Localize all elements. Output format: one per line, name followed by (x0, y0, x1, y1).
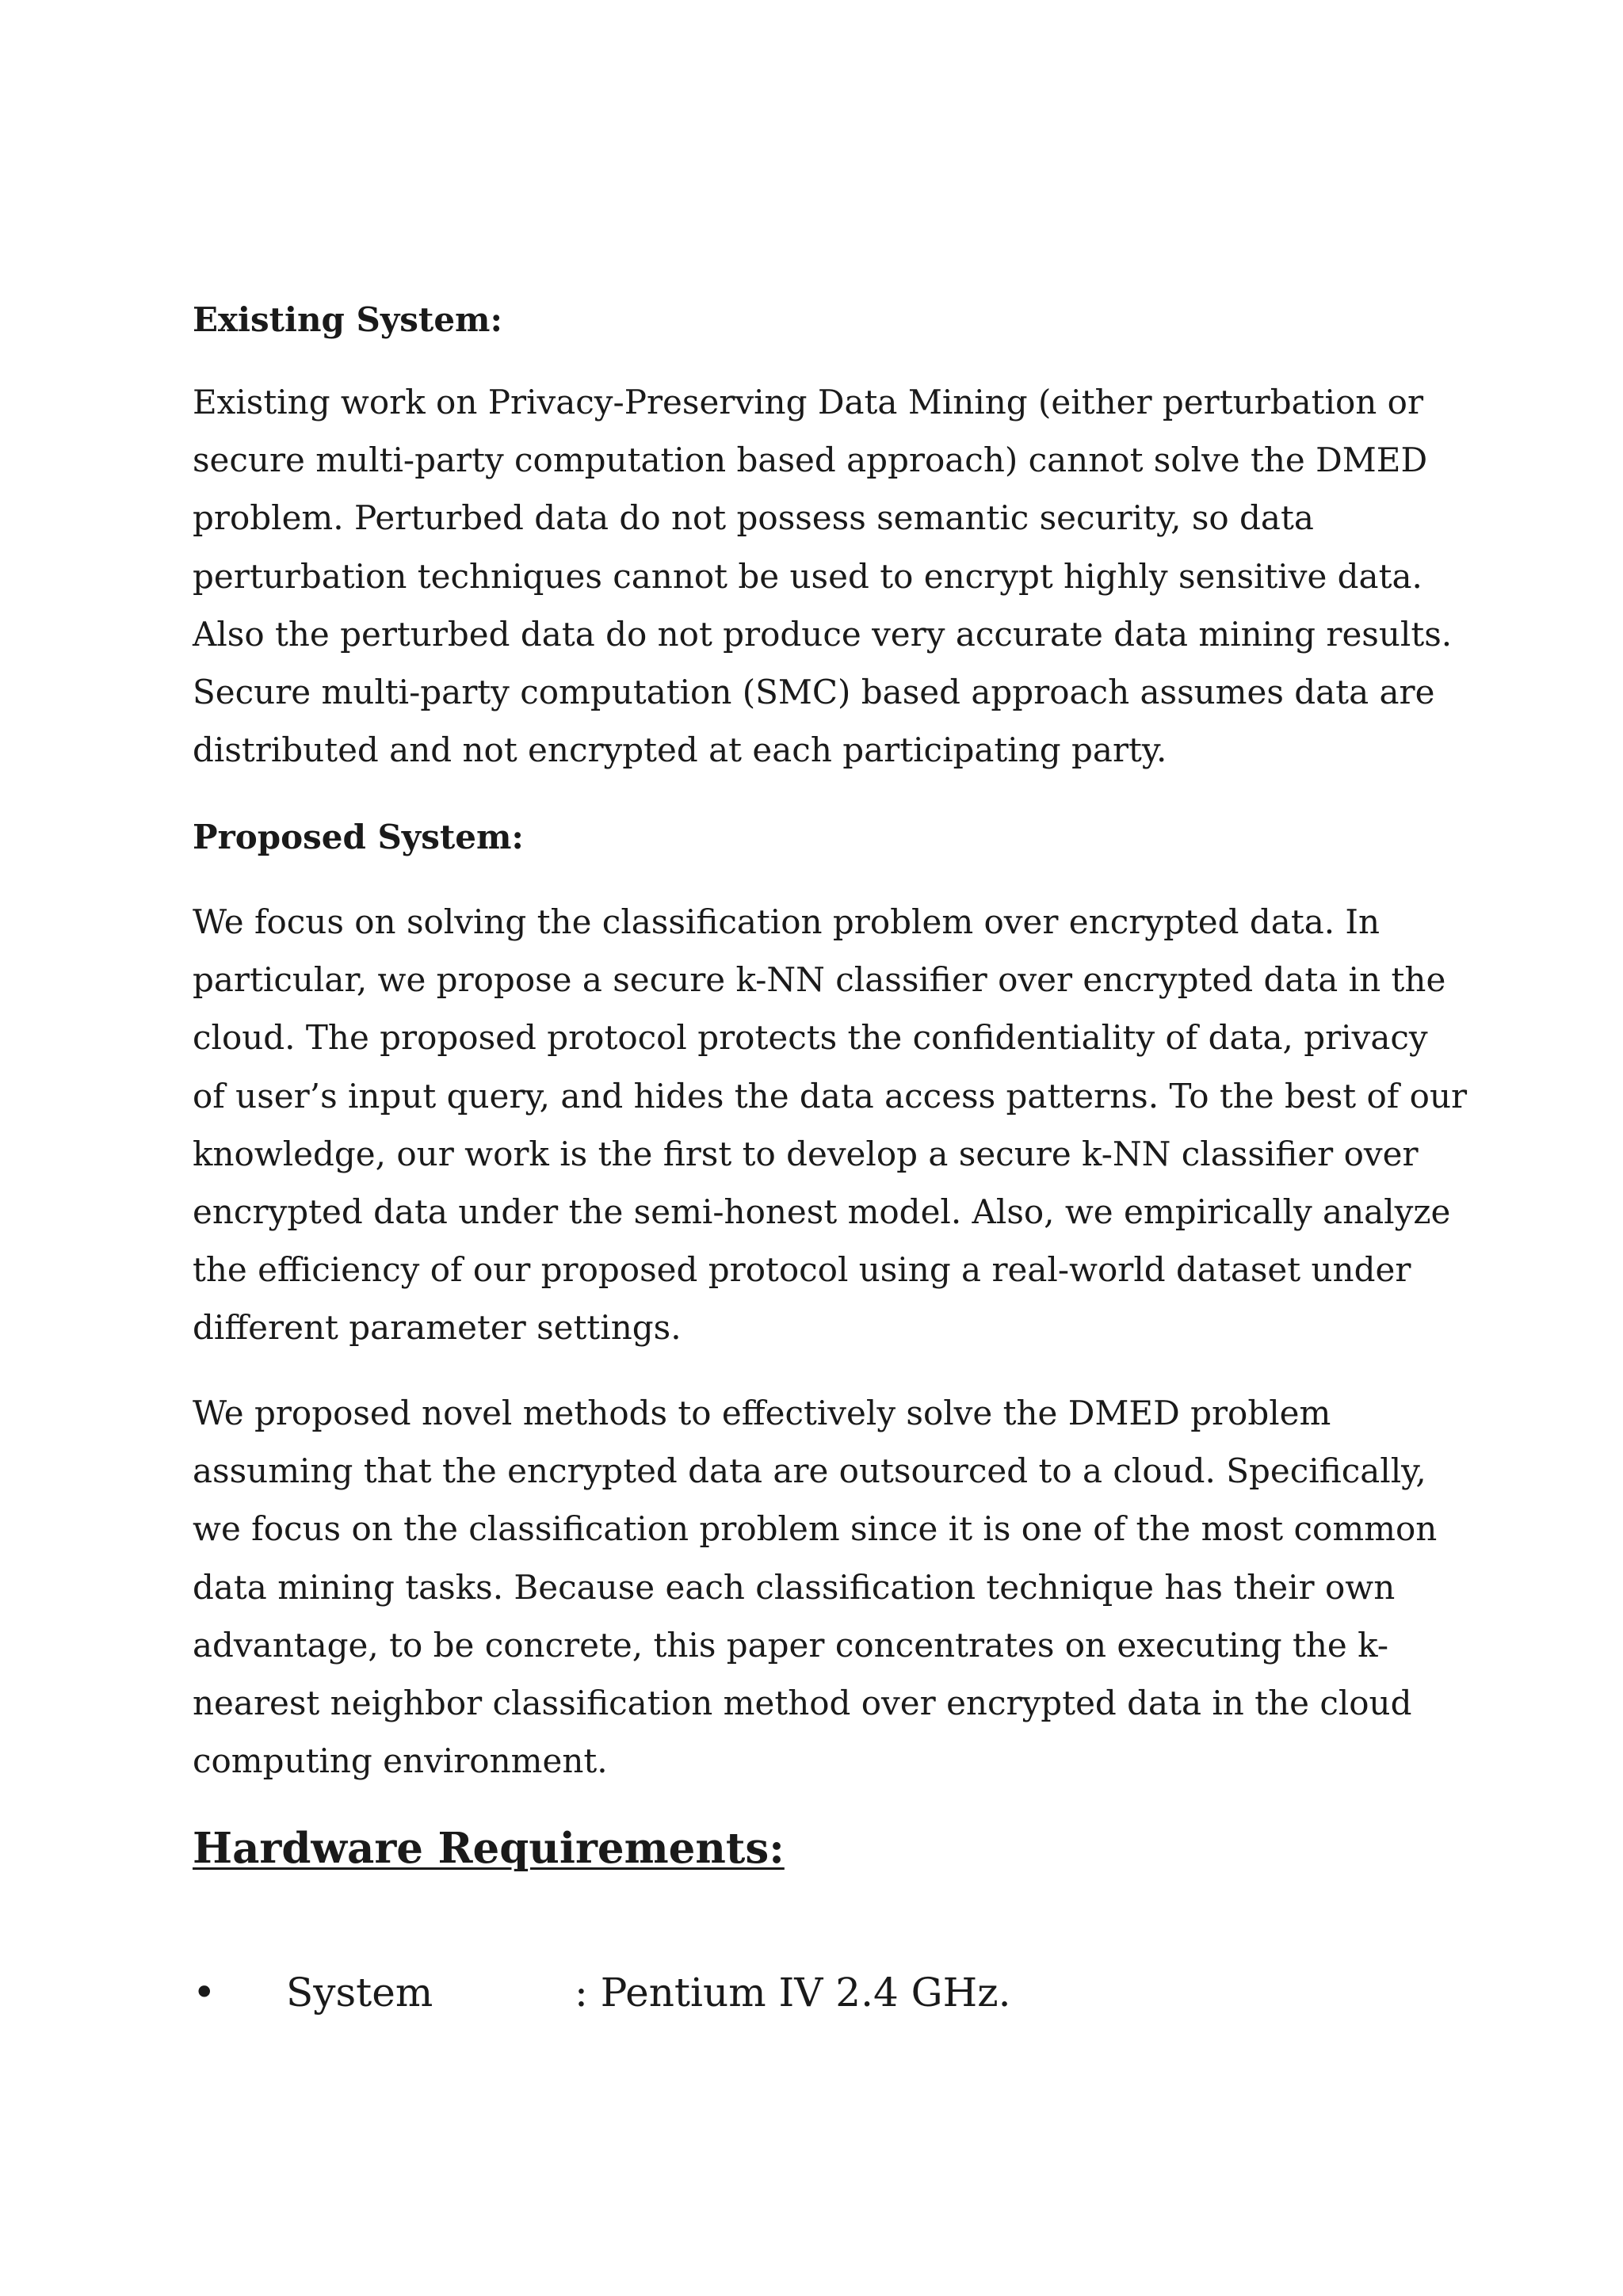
paragraph-line: different parameter settings. (193, 1308, 682, 1348)
paragraph-line: secure multi-party computation based approach) cannot solve the DMED (193, 441, 1428, 480)
paragraph-line: advantage, to be concrete, this paper concentrates on executing the k- (193, 1625, 1389, 1665)
paragraph-line: assuming that the encrypted data are outsourced to a cloud. Specifically, (193, 1451, 1426, 1491)
paragraph-line: Also the perturbed data do not produce very accurate data mining results. (193, 614, 1453, 654)
paragraph-line: We focus on solving the classification problem over encrypted data. In (193, 902, 1381, 941)
paragraph-line: of user’s input query, and hides the data access patterns. To the best of our (193, 1076, 1468, 1116)
paragraph-line: distributed and not encrypted at each participating party. (193, 730, 1167, 770)
paragraph-line: data mining tasks. Because each classification technique has their own (193, 1567, 1396, 1607)
paragraph-line: Existing work on Privacy-Preserving Data Mining (either perturbation or (193, 383, 1424, 421)
paragraph-line: We proposed novel methods to effectively solve the DMED problem (193, 1394, 1331, 1432)
hardware-item-label: System (286, 1970, 433, 2016)
paragraph-line: knowledge, our work is the first to develop a secure k-NN classifier over (193, 1134, 1419, 1173)
existing-system-heading: Existing System: (193, 300, 502, 339)
hardware-item-system (0, 1965, 1623, 2020)
paragraph-line: particular, we propose a secure k-NN classifier over encrypted data in the (193, 960, 1446, 1000)
paragraph-line: the efficiency of our proposed protocol using a real-world dataset under (193, 1250, 1411, 1290)
proposed-system-paragraph-2 (193, 1384, 1492, 1790)
paragraph-line: perturbation techniques cannot be used to encrypt highly sensitive data. (193, 556, 1423, 596)
proposed-system-heading: Proposed System: (193, 818, 524, 856)
paragraph-line: we focus on the classification problem since it is one of the most common (193, 1509, 1438, 1549)
hardware-item-value: : Pentium IV 2.4 GHz. (575, 1970, 1011, 2016)
proposed-system-paragraph-1 (193, 893, 1492, 1357)
paragraph-line: cloud. The proposed protocol protects the confidentiality of data, privacy (193, 1018, 1428, 1058)
hardware-requirements-heading: Hardware Requirements: (193, 1824, 785, 1873)
paragraph-line: computing environment. (193, 1741, 608, 1781)
paragraph-line: encrypted data under the semi-honest model. Also, we empirically analyze (193, 1192, 1451, 1232)
paragraph-line: nearest neighbor classification method over encrypted data in the cloud (193, 1684, 1412, 1723)
paragraph-line: problem. Perturbed data do not possess semantic security, so data (193, 498, 1314, 538)
existing-system-paragraph (193, 373, 1492, 779)
bullet-icon: • (193, 1970, 216, 2016)
paragraph-line: Secure multi-party computation (SMC) based approach assumes data are (193, 673, 1435, 712)
